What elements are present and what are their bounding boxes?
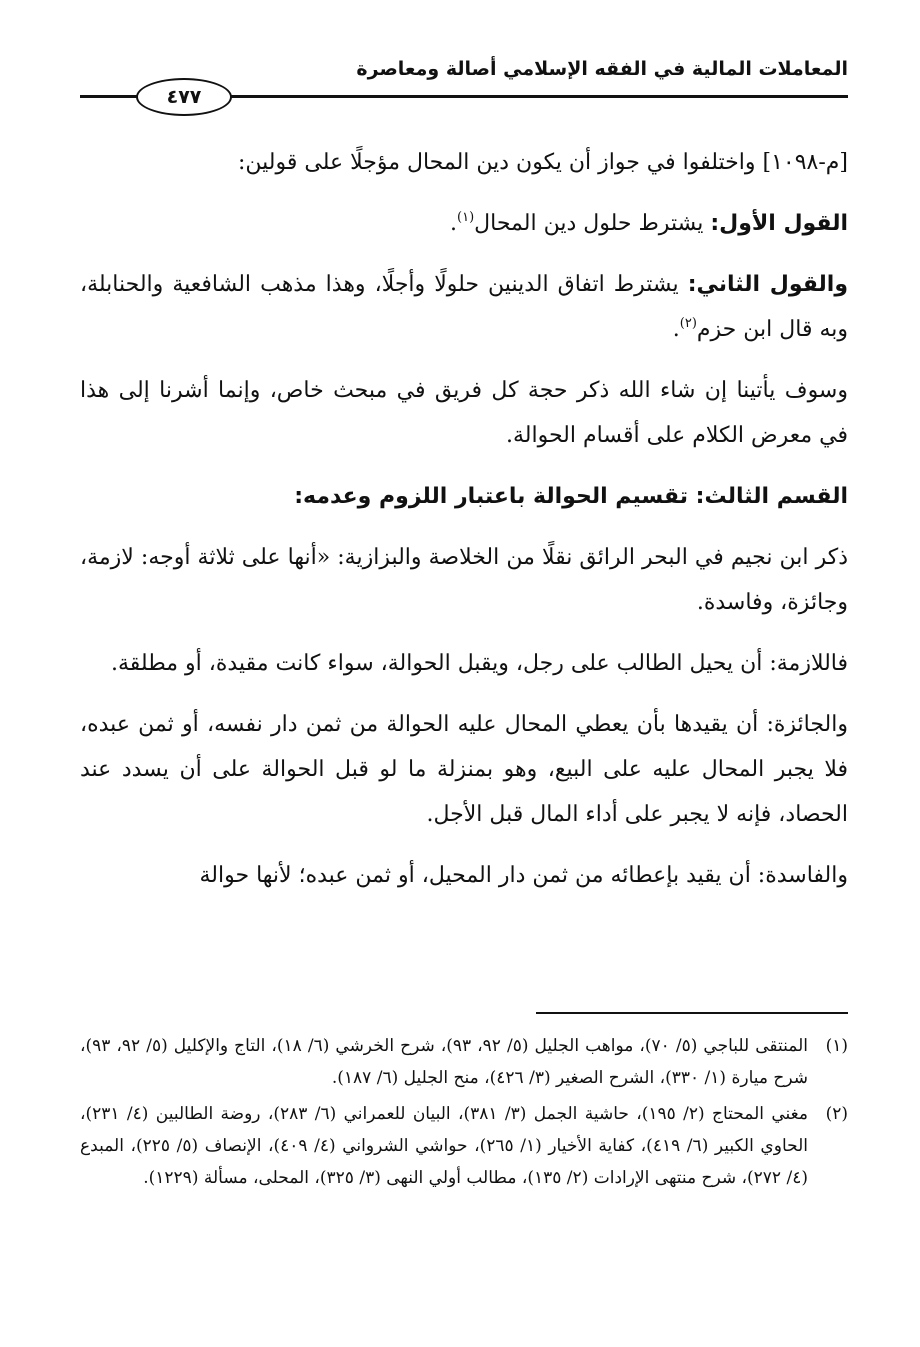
section-heading: القسم الثالث: تقسيم الحوالة باعتبار اللزوم وعدمه: [294, 484, 848, 509]
second-opinion-label: والقول الثاني: [687, 272, 848, 297]
footnote-1-mark: (١) [825, 1036, 848, 1056]
second-opinion-text: يشترط اتفاق الدينين حلولًا وأجلًا، وهذا مذهب الشافعية والحنابلة، وبه قال ابن حزم [80, 272, 848, 342]
paragraph-ibn-nujaym: ذكر ابن نجيم في البحر الرائق نقلًا من الخلاصة والبزازية: «أنها على ثلاثة أوجه: لازمة، وجائزة، وفاسدة. [80, 545, 848, 615]
running-title: المعاملات المالية في الفقه الإسلامي أصالة ومعاصرة [356, 58, 848, 80]
first-opinion-end: . [450, 211, 458, 236]
body-text [80, 140, 848, 914]
paragraph-second-opinion [80, 262, 848, 352]
second-opinion-end: . [672, 317, 680, 342]
page-number-text: ٤٧٧ [166, 86, 202, 108]
footnote-1-text: المنتقى للباجي (٥/ ٧٠)، مواهب الجليل (٥/ ٩٢، ٩٣)، شرح الخرشي (٦/ ١٨)، التاج والإكليل (٥/ ٩٢، ٩٣)، شرح ميارة (١/ ٣٣٠)، الشرح الصغير (٣/ ٤٢٦)، منح الجليل (٦/ ١٨٧). [80, 1036, 808, 1088]
footnote-2 [80, 1098, 848, 1194]
footnote-2-text: مغني المحتاج (٢/ ١٩٥)، حاشية الجمل (٣/ ٣٨١)، البيان للعمراني (٦/ ٢٨٣)، روضة الطالبين (٤/ ٢٣١)، الحاوي الكبير (٦/ ٤١٩)، كفاية الأخيار (١/ ٢٦٥)، حواشي الشرواني (٤/ ٤٠٩)، الإنصاف (٥/ ٢٢٥)، المبدع (٤/ ٢٧٢)، شرح منتهى الإرادات (٢/ ١٣٥)، مطالب أولي النهى (٣/ ٣٢٥)، المحلى، مسألة (١٢٢٩). [80, 1104, 808, 1188]
footnotes [80, 1030, 848, 1198]
page-number [136, 78, 232, 116]
footnote-ref-2[interactable]: (٢) [679, 316, 697, 331]
paragraph-invalid: والفاسدة: أن يقيد بإعطائه من ثمن دار المحيل، أو ثمن عبده؛ لأنها حوالة [199, 863, 848, 888]
first-opinion-label: القول الأول: [710, 211, 848, 236]
paragraph-binding: فاللازمة: أن يحيل الطالب على رجل، ويقبل الحوالة، سواء كانت مقيدة، أو مطلقة. [111, 651, 848, 676]
footnote-2-mark: (٢) [825, 1104, 848, 1124]
paragraph-intro: [م-١٠٩٨] واختلفوا في جواز أن يكون دين المحال مؤجلًا على قولين: [238, 150, 848, 175]
first-opinion-text: يشترط حلول دين المحال [474, 211, 711, 236]
paragraph-permissible: والجائزة: أن يقيدها بأن يعطي المحال عليه الحوالة من ثمن دار نفسه، أو ثمن عبده، فلا يجبر المحال عليه على البيع، وهو بمنزلة ما لو قبل الحوالة على أن يسدد عند الحصاد، فإنه لا يجبر على أداء المال قبل الأجل. [80, 712, 848, 827]
footnote-ref-1[interactable]: (١) [457, 210, 475, 225]
paragraph-evidence-note: وسوف يأتينا إن شاء الله ذكر حجة كل فريق في مبحث خاص، وإنما أشرنا إلى هذا في معرض الكلام على أقسام الحوالة. [80, 378, 848, 448]
footnote-separator [536, 1012, 848, 1014]
paragraph-first-opinion [80, 201, 848, 246]
footnote-1 [80, 1030, 848, 1094]
